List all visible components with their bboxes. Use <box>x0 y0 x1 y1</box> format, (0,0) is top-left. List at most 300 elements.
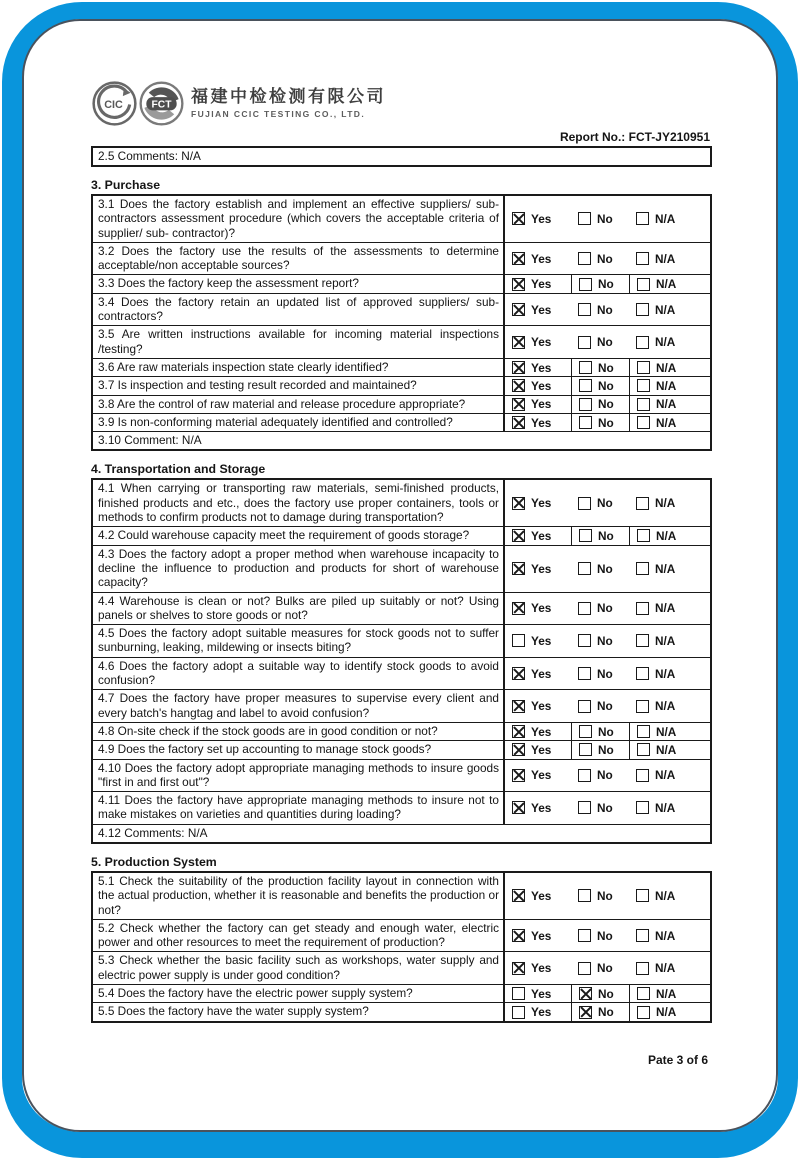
question-row <box>93 722 710 740</box>
checkbox-no[interactable] <box>579 379 592 392</box>
option-label-yes: Yes <box>531 928 552 943</box>
option-no <box>571 480 629 526</box>
option-n-a <box>629 723 710 740</box>
option-yes <box>505 985 571 1002</box>
answer-cell <box>505 873 710 919</box>
question-text: 5.5 Does the factory have the water supply system? <box>93 1003 505 1020</box>
option-label-yes: Yes <box>531 633 552 648</box>
option-yes <box>505 658 571 690</box>
question-row <box>93 413 710 431</box>
option-label-no: No <box>597 251 613 266</box>
option-n-a <box>629 741 710 758</box>
option-yes <box>505 326 571 358</box>
checkbox-no[interactable] <box>578 634 591 647</box>
option-no <box>571 985 629 1002</box>
checkbox-yes[interactable] <box>512 743 525 756</box>
option-label-yes: Yes <box>531 768 552 783</box>
answer-cell <box>505 414 710 431</box>
option-label-no: No <box>598 397 614 412</box>
checkbox-yes[interactable] <box>512 634 525 647</box>
option-label-yes: Yes <box>531 986 552 1001</box>
section-title: 5. Production System <box>91 854 217 869</box>
question-row <box>93 791 710 824</box>
checkbox-yes[interactable] <box>512 212 525 225</box>
checkbox-n-a[interactable] <box>637 361 650 374</box>
question-text: 5.4 Does the factory have the electric power supply system? <box>93 985 505 1002</box>
option-yes <box>505 294 571 326</box>
option-no <box>571 690 629 722</box>
option-n-a <box>629 377 710 394</box>
option-no <box>571 414 629 431</box>
option-label-n-a: N/A <box>656 742 677 757</box>
checkbox-n-a[interactable] <box>636 602 649 615</box>
option-label-n-a: N/A <box>656 378 677 393</box>
answer-cell <box>505 196 710 242</box>
option-n-a <box>629 792 710 824</box>
option-yes <box>505 952 571 984</box>
company-name-chinese: 福建中检检测有限公司 <box>191 87 386 106</box>
question-text: 4.7 Does the factory have proper measures to supervise every client and every batch's hangtag and label to avoid confusion? <box>93 690 505 722</box>
question-row <box>93 480 710 526</box>
checkbox-yes[interactable] <box>512 700 525 713</box>
option-label-no: No <box>598 986 614 1001</box>
option-label-no: No <box>597 800 613 815</box>
option-n-a <box>629 920 710 952</box>
option-label-yes: Yes <box>531 211 552 226</box>
scanned-report-page <box>22 19 778 1132</box>
option-label-no: No <box>597 601 613 616</box>
option-label-n-a: N/A <box>656 397 677 412</box>
report-number: Report No.: FCT-JY210951 <box>559 130 710 144</box>
checkbox-yes[interactable] <box>512 379 525 392</box>
checkbox-yes[interactable] <box>512 962 525 975</box>
option-no <box>571 723 629 740</box>
option-n-a <box>629 414 710 431</box>
answer-cell <box>505 480 710 526</box>
option-no <box>571 1003 629 1020</box>
question-text: 5.3 Check whether the basic facility such as workshops, water supply and electric power supply is under good condition? <box>93 952 505 984</box>
question-row <box>93 624 710 657</box>
answer-cell <box>505 326 710 358</box>
option-label-n-a: N/A <box>655 251 676 266</box>
option-no <box>571 359 629 376</box>
option-label-no: No <box>597 961 613 976</box>
checkbox-n-a[interactable] <box>636 889 649 902</box>
checkbox-n-a[interactable] <box>636 700 649 713</box>
option-no <box>571 741 629 758</box>
option-label-n-a: N/A <box>655 928 676 943</box>
option-no <box>571 275 629 292</box>
option-n-a <box>629 952 710 984</box>
option-label-n-a: N/A <box>655 601 676 616</box>
checkbox-yes[interactable] <box>512 725 525 738</box>
option-yes <box>505 396 571 413</box>
checkbox-n-a[interactable] <box>636 336 649 349</box>
checkbox-n-a[interactable] <box>637 743 650 756</box>
option-label-yes: Yes <box>531 724 552 739</box>
answer-cell <box>505 275 710 292</box>
checkbox-yes[interactable] <box>512 562 525 575</box>
answer-cell <box>505 593 710 625</box>
checkbox-no[interactable] <box>578 700 591 713</box>
checkbox-no[interactable] <box>579 987 592 1000</box>
checkbox-no[interactable] <box>578 252 591 265</box>
question-text: 4.6 Does the factory adopt a suitable way to identify stock goods to avoid confusion? <box>93 658 505 690</box>
option-n-a <box>629 396 710 413</box>
question-text: 4.9 Does the factory set up accounting to manage stock goods? <box>93 741 505 758</box>
option-n-a <box>629 480 710 526</box>
option-label-yes: Yes <box>531 961 552 976</box>
checkbox-n-a[interactable] <box>636 252 649 265</box>
option-label-n-a: N/A <box>656 528 677 543</box>
option-label-yes: Yes <box>531 666 552 681</box>
option-no <box>571 792 629 824</box>
option-n-a <box>629 760 710 792</box>
answer-cell <box>505 527 710 544</box>
question-row <box>93 196 710 242</box>
checkbox-no[interactable] <box>578 497 591 510</box>
checkbox-yes[interactable] <box>512 667 525 680</box>
option-label-n-a: N/A <box>656 360 677 375</box>
option-n-a <box>629 658 710 690</box>
checkbox-no[interactable] <box>579 1006 592 1019</box>
option-label-no: No <box>597 496 613 511</box>
checkbox-no[interactable] <box>579 278 592 291</box>
option-no <box>571 527 629 544</box>
answer-cell <box>505 792 710 824</box>
page-number: Pate 3 of 6 <box>647 1052 708 1067</box>
blue-frame <box>2 2 798 1158</box>
option-n-a <box>629 593 710 625</box>
checkbox-no[interactable] <box>578 889 591 902</box>
option-no <box>571 760 629 792</box>
option-label-n-a: N/A <box>655 302 676 317</box>
option-yes <box>505 414 571 431</box>
checkbox-no[interactable] <box>578 962 591 975</box>
option-yes <box>505 873 571 919</box>
question-text: 4.5 Does the factory adopt suitable measures for stock goods not to suffer sunburning, leaking, mildewing or insects biting? <box>93 625 505 657</box>
option-label-no: No <box>597 699 613 714</box>
checkbox-yes[interactable] <box>512 416 525 429</box>
question-row <box>93 740 710 758</box>
checkbox-yes[interactable] <box>512 278 525 291</box>
option-label-n-a: N/A <box>655 800 676 815</box>
checkbox-yes[interactable] <box>512 361 525 374</box>
question-row <box>93 873 710 919</box>
option-label-yes: Yes <box>531 397 552 412</box>
checkbox-yes[interactable] <box>512 497 525 510</box>
option-label-yes: Yes <box>531 277 552 292</box>
option-yes <box>505 760 571 792</box>
company-name-block <box>191 87 386 119</box>
checkbox-no[interactable] <box>578 667 591 680</box>
question-row <box>93 919 710 952</box>
section-title: 3. Purchase <box>91 178 161 192</box>
checkbox-yes[interactable] <box>512 1006 525 1019</box>
option-no <box>571 326 629 358</box>
section-table <box>91 194 712 451</box>
option-no <box>571 196 629 242</box>
option-label-yes: Yes <box>531 601 552 616</box>
option-label-n-a: N/A <box>656 277 677 292</box>
checkbox-no[interactable] <box>578 769 591 782</box>
question-row <box>93 545 710 592</box>
option-no <box>571 377 629 394</box>
option-label-n-a: N/A <box>655 561 676 576</box>
question-row <box>93 592 710 625</box>
answer-cell <box>505 377 710 394</box>
checkbox-n-a[interactable] <box>636 212 649 225</box>
checkbox-n-a[interactable] <box>637 529 650 542</box>
section-transportation-storage <box>91 462 712 844</box>
option-no <box>571 658 629 690</box>
option-label-no: No <box>598 1005 614 1019</box>
option-yes <box>505 275 571 292</box>
comment-row <box>93 824 710 842</box>
question-text: 3.6 Are raw materials inspection state clearly identified? <box>93 359 505 376</box>
option-label-no: No <box>598 378 614 393</box>
comment-row <box>93 431 710 449</box>
option-label-n-a: N/A <box>656 415 677 430</box>
cic-logo-icon <box>91 80 138 127</box>
option-label-n-a: N/A <box>656 986 677 1001</box>
answer-cell <box>505 546 710 592</box>
question-text: 3.3 Does the factory keep the assessment report? <box>93 275 505 292</box>
option-n-a <box>629 1003 710 1020</box>
question-text: 5.2 Check whether the factory can get steady and enough water, electric power and other resources to meet the requirement of production? <box>93 920 505 952</box>
option-yes <box>505 723 571 740</box>
checkbox-yes[interactable] <box>512 303 525 316</box>
option-no <box>571 243 629 275</box>
checkbox-no[interactable] <box>578 929 591 942</box>
option-label-no: No <box>597 768 613 783</box>
checkbox-no[interactable] <box>579 398 592 411</box>
option-no <box>571 593 629 625</box>
checkbox-no[interactable] <box>578 602 591 615</box>
option-label-no: No <box>597 633 613 648</box>
option-label-yes: Yes <box>531 699 552 714</box>
checkbox-no[interactable] <box>579 361 592 374</box>
section-production-system <box>91 855 712 1023</box>
option-n-a <box>629 243 710 275</box>
option-no <box>571 920 629 952</box>
option-yes <box>505 377 571 394</box>
option-n-a <box>629 873 710 919</box>
option-n-a <box>629 359 710 376</box>
option-n-a <box>629 196 710 242</box>
checkbox-yes[interactable] <box>512 929 525 942</box>
option-label-yes: Yes <box>531 335 552 350</box>
option-yes <box>505 527 571 544</box>
checkbox-yes[interactable] <box>512 889 525 902</box>
option-yes <box>505 792 571 824</box>
checkbox-n-a[interactable] <box>636 929 649 942</box>
question-text: 4.2 Could warehouse capacity meet the requirement of goods storage? <box>93 527 505 544</box>
option-label-yes: Yes <box>531 496 552 511</box>
option-no <box>571 873 629 919</box>
answer-cell <box>505 741 710 758</box>
checkbox-n-a[interactable] <box>636 303 649 316</box>
checkbox-n-a[interactable] <box>636 769 649 782</box>
option-label-no: No <box>598 415 614 430</box>
option-yes <box>505 690 571 722</box>
comment-text: 3.10 Comment: N/A <box>98 433 202 448</box>
checkbox-yes[interactable] <box>512 987 525 1000</box>
answer-cell <box>505 920 710 952</box>
checkbox-yes[interactable] <box>512 769 525 782</box>
checkbox-yes[interactable] <box>512 801 525 814</box>
checkbox-yes[interactable] <box>512 252 525 265</box>
cic-logo-text: CIC <box>104 98 123 111</box>
option-yes <box>505 243 571 275</box>
section-table <box>91 478 712 844</box>
question-text: 3.1 Does the factory establish and implement an effective suppliers/ sub-contractors assessment procedure (which covers the acceptable criteria of supplier/ sub- contractor)? <box>93 196 505 242</box>
option-label-n-a: N/A <box>655 699 676 714</box>
section-purchase <box>91 178 712 451</box>
option-label-no: No <box>598 360 614 375</box>
option-label-yes: Yes <box>531 742 552 757</box>
option-no <box>571 294 629 326</box>
checkbox-no[interactable] <box>579 416 592 429</box>
checkbox-n-a[interactable] <box>636 497 649 510</box>
page-content <box>24 21 776 1067</box>
fct-logo-text: FCT <box>151 98 172 110</box>
option-n-a <box>629 326 710 358</box>
question-text: 3.5 Are written instructions available for incoming material inspections /testing? <box>93 326 505 358</box>
question-text: 4.4 Warehouse is clean or not? Bulks are piled up suitably or not? Using panels or shelves to store goods or not? <box>93 593 505 625</box>
option-label-n-a: N/A <box>655 211 676 226</box>
checkbox-n-a[interactable] <box>637 416 650 429</box>
option-label-no: No <box>597 666 613 681</box>
option-no <box>571 546 629 592</box>
option-yes <box>505 741 571 758</box>
checkbox-n-a[interactable] <box>636 962 649 975</box>
option-label-no: No <box>597 928 613 943</box>
option-label-n-a: N/A <box>655 633 676 648</box>
question-text: 3.8 Are the control of raw material and release procedure appropriate? <box>93 396 505 413</box>
option-label-yes: Yes <box>531 360 552 375</box>
option-yes <box>505 1003 571 1020</box>
fct-logo-icon <box>138 80 185 127</box>
checkbox-n-a[interactable] <box>637 1006 650 1019</box>
option-yes <box>505 920 571 952</box>
option-n-a <box>629 527 710 544</box>
option-yes <box>505 625 571 657</box>
checkbox-n-a[interactable] <box>637 398 650 411</box>
question-row <box>93 274 710 292</box>
checkbox-yes[interactable] <box>512 602 525 615</box>
question-text: 4.1 When carrying or transporting raw materials, semi-finished products, finished products and etc., does the factory use proper containers, tools or methods to confirm products not to damage during transportation? <box>93 480 505 526</box>
checkbox-no[interactable] <box>578 303 591 316</box>
option-label-n-a: N/A <box>655 961 676 976</box>
section-title: 4. Transportation and Storage <box>91 462 266 477</box>
answer-cell <box>505 690 710 722</box>
checkbox-n-a[interactable] <box>636 801 649 814</box>
question-row <box>93 689 710 722</box>
answer-cell <box>505 985 710 1002</box>
question-text: 3.2 Does the factory use the results of the assessments to determine acceptable/non acceptable sources? <box>93 243 505 275</box>
checkbox-no[interactable] <box>579 743 592 756</box>
checkbox-n-a[interactable] <box>637 987 650 1000</box>
option-label-yes: Yes <box>531 302 552 317</box>
question-text: 4.10 Does the factory adopt appropriate managing methods to insure goods "first in and first out"? <box>93 760 505 792</box>
checkbox-n-a[interactable] <box>637 725 650 738</box>
question-text: 5.1 Check the suitability of the production facility layout in connection with the actual production, whether it is reasonable and benefits the production or not? <box>93 873 505 919</box>
question-text: 4.3 Does the factory adopt a proper method when warehouse incapacity to decline the influence to production and products for short of warehouse capacity? <box>93 546 505 592</box>
answer-cell <box>505 760 710 792</box>
checkbox-yes[interactable] <box>512 529 525 542</box>
option-n-a <box>629 690 710 722</box>
checkbox-no[interactable] <box>578 801 591 814</box>
option-label-n-a: N/A <box>656 1005 677 1019</box>
company-logo <box>91 79 712 127</box>
option-label-yes: Yes <box>531 800 552 815</box>
option-no <box>571 952 629 984</box>
option-yes <box>505 480 571 526</box>
option-label-n-a: N/A <box>655 666 676 681</box>
option-n-a <box>629 985 710 1002</box>
question-text: 3.7 Is inspection and testing result recorded and maintained? <box>93 377 505 394</box>
option-label-no: No <box>597 302 613 317</box>
section-table <box>91 871 712 1023</box>
option-label-yes: Yes <box>531 415 552 430</box>
option-label-n-a: N/A <box>655 496 676 511</box>
checkbox-no[interactable] <box>579 725 592 738</box>
option-label-no: No <box>598 528 614 543</box>
answer-cell <box>505 952 710 984</box>
checkbox-yes[interactable] <box>512 336 525 349</box>
checkbox-n-a[interactable] <box>636 562 649 575</box>
checkbox-no[interactable] <box>578 336 591 349</box>
option-label-n-a: N/A <box>655 768 676 783</box>
option-yes <box>505 593 571 625</box>
question-row <box>93 358 710 376</box>
question-row <box>93 1002 710 1020</box>
answer-cell <box>505 243 710 275</box>
checkbox-no[interactable] <box>578 212 591 225</box>
checkbox-n-a[interactable] <box>637 379 650 392</box>
question-text: 3.4 Does the factory retain an updated list of approved suppliers/ sub-contractors? <box>93 294 505 326</box>
question-row <box>93 526 710 544</box>
question-row <box>93 759 710 792</box>
option-label-yes: Yes <box>531 888 552 903</box>
question-row <box>93 325 710 358</box>
question-row <box>93 984 710 1002</box>
option-label-no: No <box>597 561 613 576</box>
question-text: 3.9 Is non-conforming material adequately identified and controlled? <box>93 414 505 431</box>
answer-cell <box>505 359 710 376</box>
option-label-no: No <box>597 335 613 350</box>
checkbox-n-a[interactable] <box>637 278 650 291</box>
checkbox-no[interactable] <box>578 562 591 575</box>
answer-cell <box>505 396 710 413</box>
question-row <box>93 657 710 690</box>
answer-cell <box>505 723 710 740</box>
checkbox-n-a[interactable] <box>636 667 649 680</box>
checkbox-no[interactable] <box>579 529 592 542</box>
option-label-no: No <box>598 724 614 739</box>
comments-box-2-5: 2.5 Comments: N/A <box>91 146 712 167</box>
option-no <box>571 625 629 657</box>
option-label-no: No <box>598 742 614 757</box>
checkbox-n-a[interactable] <box>636 634 649 647</box>
option-label-yes: Yes <box>531 1005 552 1019</box>
option-n-a <box>629 546 710 592</box>
question-row <box>93 951 710 984</box>
question-row <box>93 376 710 394</box>
option-label-no: No <box>597 888 613 903</box>
checkbox-yes[interactable] <box>512 398 525 411</box>
